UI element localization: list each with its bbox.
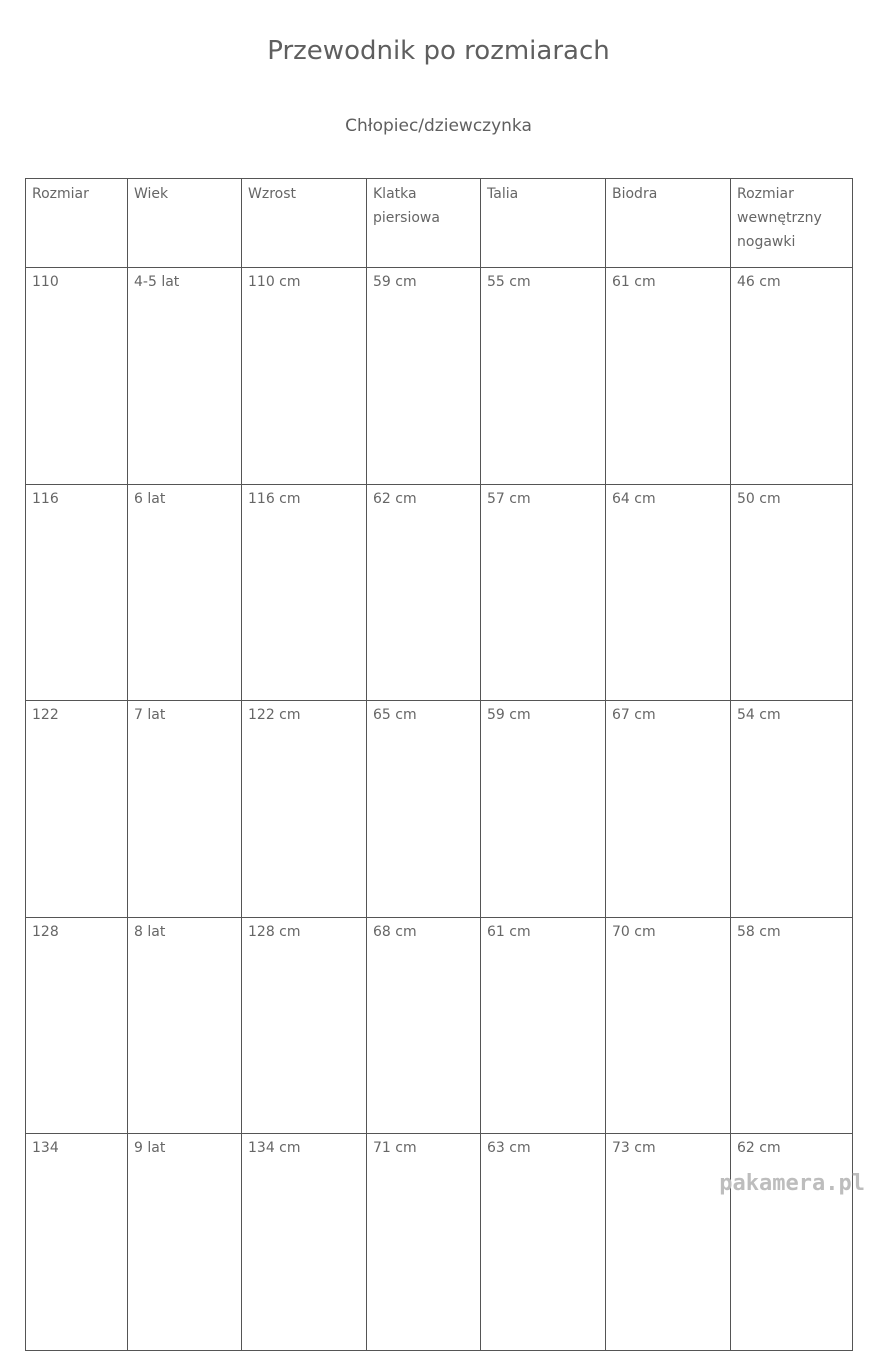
column-header: Biodra (606, 179, 731, 268)
table-cell: 61 cm (481, 917, 606, 1134)
column-header: Wzrost (242, 179, 367, 268)
column-header: Wiek (128, 179, 242, 268)
table-cell: 63 cm (481, 1134, 606, 1351)
table-cell: 7 lat (128, 701, 242, 918)
table-row (26, 701, 853, 918)
table-cell: 8 lat (128, 917, 242, 1134)
page-title: Przewodnik po rozmiarach (267, 36, 610, 66)
table-row (26, 484, 853, 701)
table-cell: 62 cm (367, 484, 481, 701)
table-cell: 59 cm (481, 701, 606, 918)
page-subtitle: Chłopiec/dziewczynka (345, 116, 532, 136)
table-cell: 59 cm (367, 268, 481, 485)
table-cell: 110 (26, 268, 128, 485)
table-cell: 4-5 lat (128, 268, 242, 485)
table-row (26, 1134, 853, 1351)
table-cell: 128 (26, 917, 128, 1134)
table-cell: 128 cm (242, 917, 367, 1134)
table-cell: 61 cm (606, 268, 731, 485)
column-header: Rozmiar wewnętrzny nogawki (731, 179, 853, 268)
table-cell: 64 cm (606, 484, 731, 701)
table-cell: 57 cm (481, 484, 606, 701)
table-cell: 70 cm (606, 917, 731, 1134)
table-cell: 110 cm (242, 268, 367, 485)
table-cell: 134 (26, 1134, 128, 1351)
table-cell: 116 (26, 484, 128, 701)
table-cell: 58 cm (731, 917, 853, 1134)
table-cell: 122 (26, 701, 128, 918)
table-cell: 122 cm (242, 701, 367, 918)
table-cell: 6 lat (128, 484, 242, 701)
table-row (26, 917, 853, 1134)
table-row (26, 268, 853, 485)
pakamera-watermark: pakamera.pl (719, 1171, 865, 1196)
table-cell: 50 cm (731, 484, 853, 701)
table-cell: 46 cm (731, 268, 853, 485)
table-cell: 134 cm (242, 1134, 367, 1351)
column-header: Talia (481, 179, 606, 268)
table-cell: 54 cm (731, 701, 853, 918)
table-cell: 71 cm (367, 1134, 481, 1351)
table-cell: 65 cm (367, 701, 481, 918)
table-cell: 9 lat (128, 1134, 242, 1351)
table-cell: 73 cm (606, 1134, 731, 1351)
table-cell: 55 cm (481, 268, 606, 485)
table-cell: 116 cm (242, 484, 367, 701)
column-header: Klatka piersiowa (367, 179, 481, 268)
table-cell: 67 cm (606, 701, 731, 918)
table-cell: 68 cm (367, 917, 481, 1134)
table-header-row (26, 179, 853, 268)
column-header: Rozmiar (26, 179, 128, 268)
table-cell: 62 cm (731, 1134, 853, 1351)
